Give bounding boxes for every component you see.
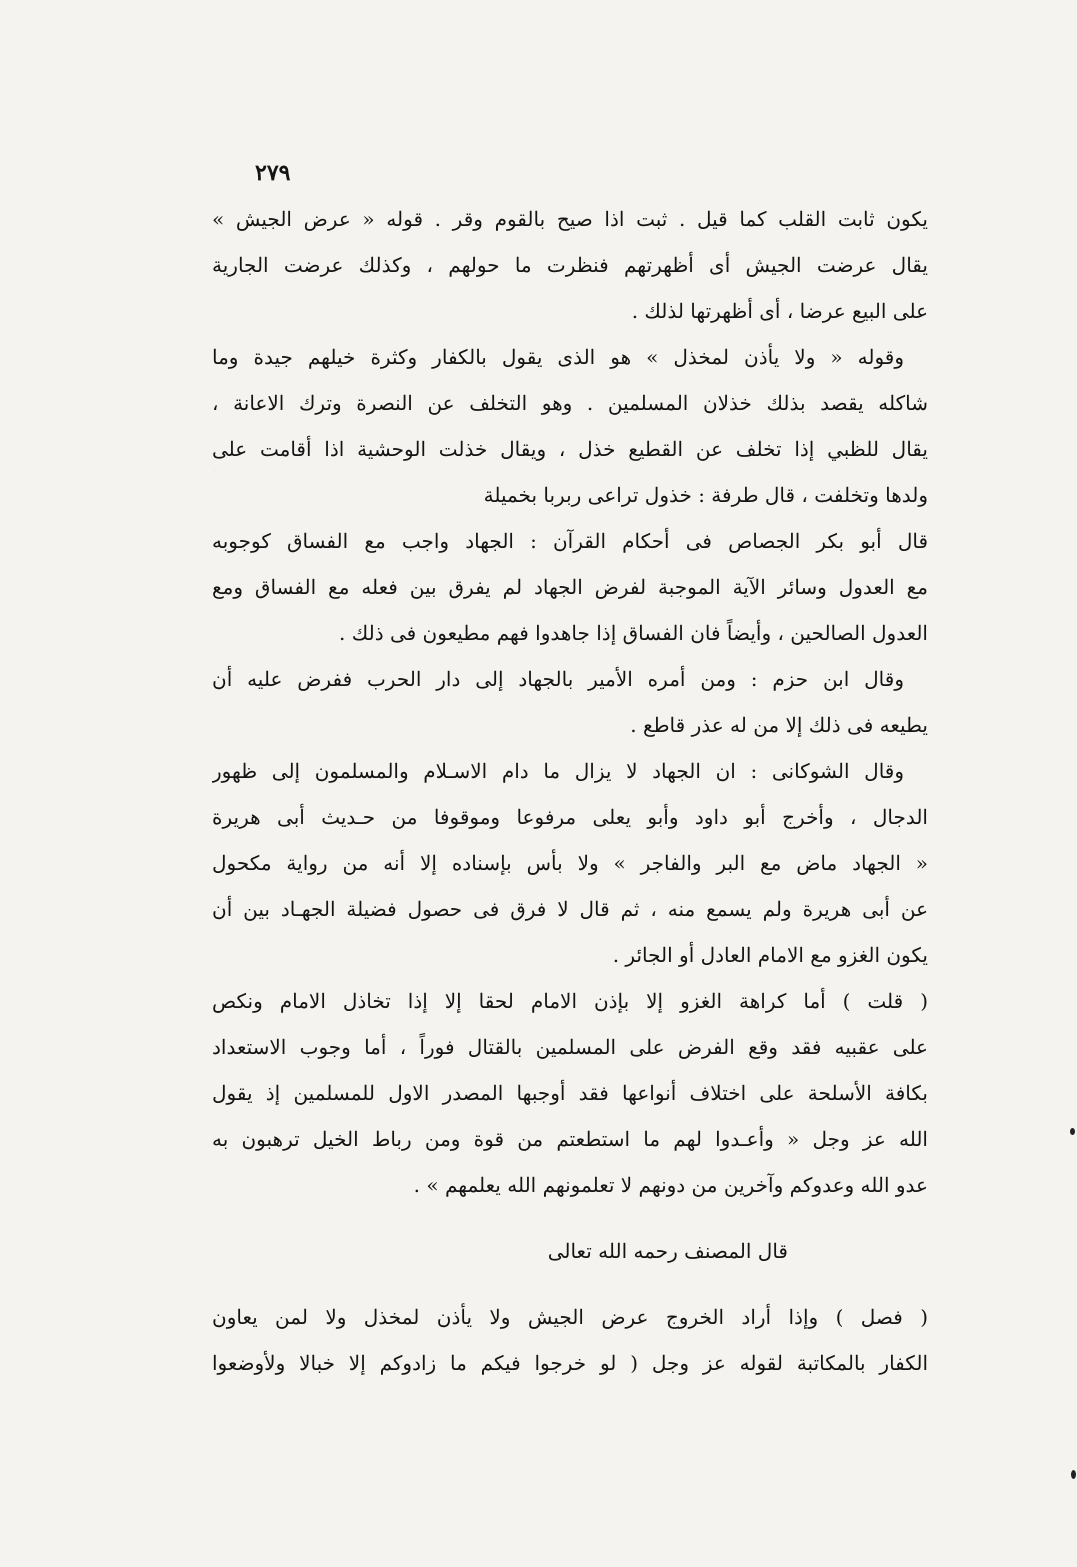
text-line: ( فصل ) وإذا أراد الخروج عرض الجيش ولا يأذن لمخذل ولا لمن يعاون bbox=[212, 1305, 928, 1329]
section-heading: قال المصنف رحمه الله تعالى bbox=[547, 1239, 788, 1263]
scan-speck bbox=[1070, 1128, 1075, 1135]
scan-speck bbox=[1071, 1470, 1076, 1479]
text-line: ولدها وتخلفت ، قال طرفة : خذول تراعى ربربا بخميلة bbox=[483, 483, 928, 507]
text-line: يكون الغزو مع الامام العادل أو الجائر . bbox=[612, 943, 928, 967]
text-line: عن أبى هريرة ولم يسمع منه ، ثم قال لا فرق فى حصول فضيلة الجهـاد بين أن bbox=[212, 897, 928, 921]
text-line: يطيعه فى ذلك إلا من له عذر قاطع . bbox=[630, 713, 928, 737]
text-line: قال أبو بكر الجصاص فى أحكام القرآن : الجهاد واجب مع الفساق كوجوبه bbox=[212, 529, 928, 553]
text-line: ( قلت ) أما كراهة الغزو إلا بإذن الامام لحقا إلا إذا تخاذل الامام ونكص bbox=[212, 989, 928, 1013]
text-line: يقال عرضت الجيش أى أظهرتهم فنظرت ما حولهم ، وكذلك عرضت الجارية bbox=[212, 253, 928, 277]
text-line: يكون ثابت القلب كما قيل . ثبت اذا صيح بالقوم وقر . قوله « عرض الجيش » bbox=[212, 207, 928, 231]
text-line: على عقبيه فقد وقع الفرض على المسلمين بالقتال فوراً ، أما وجوب الاستعداد bbox=[212, 1035, 928, 1059]
text-line: الدجال ، وأخرج أبو داود وأبو يعلى مرفوعا وموقوفا من حـديث أبى هريرة bbox=[212, 805, 928, 829]
text-line: عدو الله وعدوكم وآخرين من دونهم لا تعلمونهم الله يعلمهم » . bbox=[413, 1173, 928, 1197]
page-number: ٢٧٩ bbox=[255, 160, 291, 186]
text-line: الله عز وجل « وأعـدوا لهم ما استطعتم من قوة ومن رباط الخيل ترهبون به bbox=[212, 1127, 928, 1151]
text-line: بكافة الأسلحة على اختلاف أنواعها فقد أوجبها المصدر الاول للمسلمين إذ يقول bbox=[212, 1081, 928, 1105]
text-line: يقال للظبي إذا تخلف عن القطيع خذل ، ويقال خذلت الوحشية اذا أقامت على bbox=[212, 437, 928, 461]
text-line: شاكله يقصد بذلك خذلان المسلمين . وهو التخلف عن النصرة وترك الاعانة ، bbox=[212, 391, 928, 415]
text-line: وقال الشوكانى : ان الجهاد لا يزال ما دام الاسـلام والمسلمون إلى ظهور bbox=[212, 759, 904, 783]
text-line: العدول الصالحين ، وأيضاً فان الفساق إذا جاهدوا فهم مطيعون فى ذلك . bbox=[339, 621, 928, 645]
body-text bbox=[212, 196, 928, 1386]
text-line: وقوله « ولا يأذن لمخذل » هو الذى يقول بالكفار وكثرة خيلهم جيدة وما bbox=[212, 345, 904, 369]
text-line: وقال ابن حزم : ومن أمره الأمير بالجهاد إلى دار الحرب ففرض عليه أن bbox=[212, 667, 904, 691]
text-line: الكفار بالمكاتبة لقوله عز وجل ( لو خرجوا فيكم ما زادوكم إلا خبالا ولأوضعوا bbox=[212, 1351, 928, 1375]
text-line: مع العدول وسائر الآية الموجبة لفرض الجهاد لم يفرق بين فعله مع الفساق ومع bbox=[212, 575, 928, 599]
text-line: « الجهاد ماض مع البر والفاجر » ولا بأس بإسناده إلا أنه من رواية مكحول bbox=[212, 851, 928, 875]
text-line: على البيع عرضا ، أى أظهرتها لذلك . bbox=[631, 299, 928, 323]
